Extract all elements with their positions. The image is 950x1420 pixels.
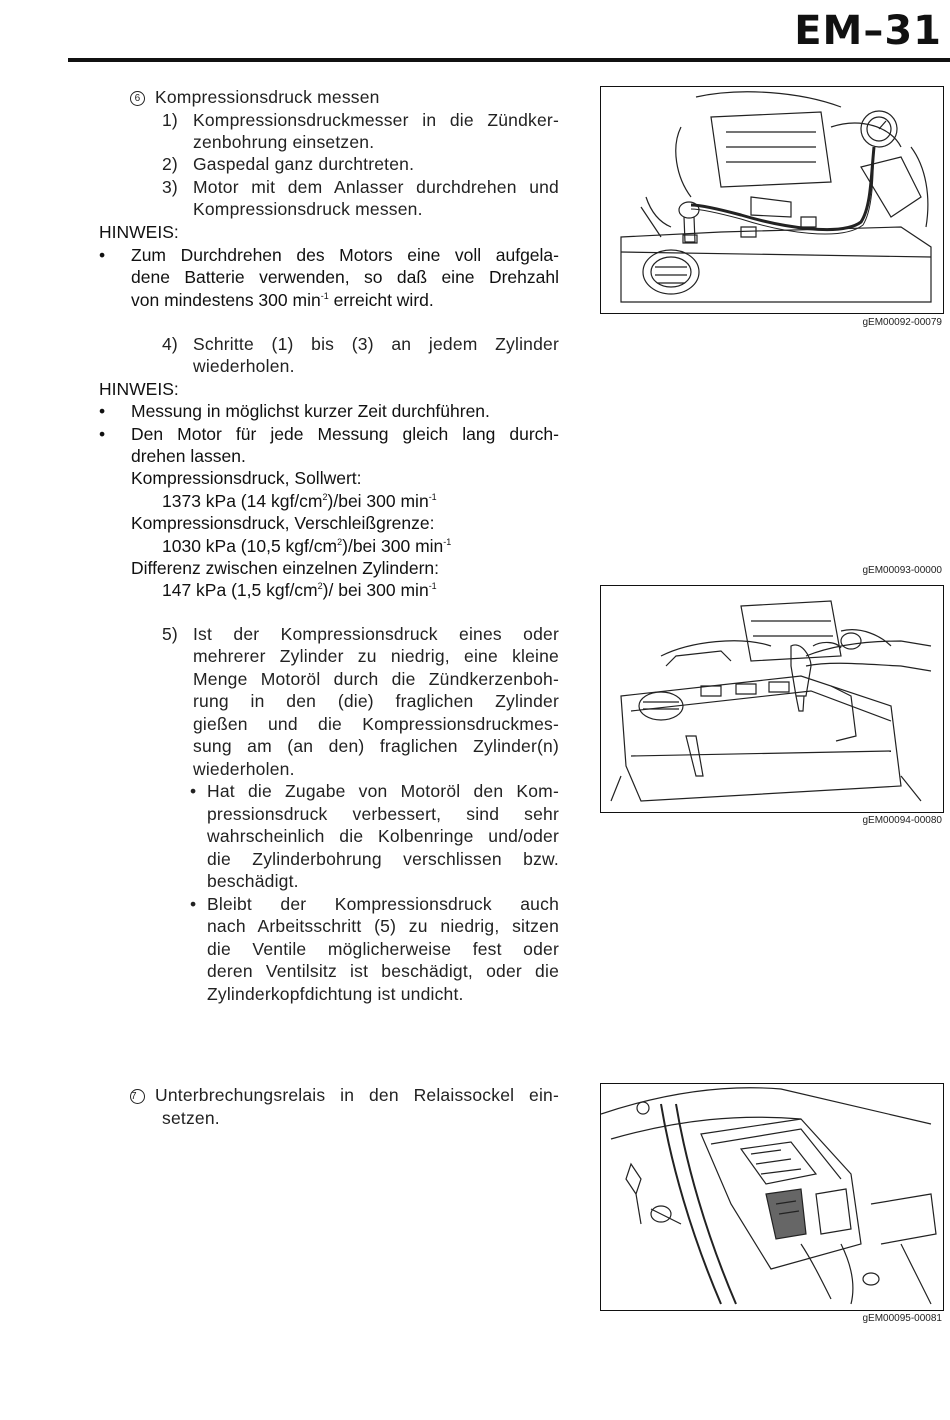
- sub4-line1: Schritte (1) bis (3) an jedem Zylinder: [193, 334, 559, 354]
- bullet-b-line: Bleibt der Kompressionsdruck auch: [207, 894, 559, 914]
- bullet-dot: •: [190, 781, 197, 801]
- note3-line1: Den Motor für jede Messung gleich lang durch-: [131, 424, 559, 444]
- step6-heading: 6 Kompressionsdruck messen: [130, 86, 380, 109]
- bullet-a-line: Hat die Zugabe von Motoröl den Kom-: [207, 781, 559, 801]
- note1-line3: von mindestens 300 $\min^{-1}$ erreicht wird.: [131, 290, 434, 310]
- hinweis-1: HINWEIS:: [99, 222, 179, 242]
- sub4-line2: wiederholen.: [193, 356, 295, 376]
- sub5-line: mehrerer Zylinder zu niedrig, eine kleine: [193, 646, 559, 666]
- note1-line2: dene Batterie verwenden, so daß eine Drehzahl: [131, 267, 559, 287]
- sub5-line: rung in den (die) fraglichen Zylinder: [193, 691, 559, 711]
- bullet-dot: •: [190, 894, 197, 914]
- bullet-dot: •: [99, 401, 106, 421]
- figure3-caption: gEM00094-00080: [862, 815, 942, 826]
- sub5-line: sung am (an den) fraglichen Zylinder(n): [193, 736, 559, 756]
- figure4-caption: gEM00095-00081: [862, 1313, 942, 1324]
- bullet-dot: •: [99, 245, 106, 265]
- bullet-a-line: pressionsdruck verbessert, sind sehr: [207, 804, 559, 824]
- sub2-number: 2): [162, 154, 178, 174]
- sub3-line1: Motor mit dem Anlasser durchdrehen und: [193, 177, 559, 197]
- sub5-number: 5): [162, 624, 178, 644]
- sub5-line: wiederholen.: [193, 759, 295, 779]
- figure1-caption: gEM00092-00079: [862, 317, 942, 328]
- bullet-a-line: wahrscheinlich die Kolbenringe und/oder: [207, 826, 559, 846]
- figure2-caption: gEM00093-00000: [862, 565, 942, 576]
- sub3-number: 3): [162, 177, 178, 197]
- sub5-line: Menge Motoröl durch die Zündkerzenboh-: [193, 669, 559, 689]
- spec1-value: 1373 kPa (14 kgf/$cm^2$)/bei 300 $\min^{-1}$: [162, 491, 437, 511]
- sub1-line2: zenbohrung einsetzen.: [193, 132, 375, 152]
- bullet-a-line: die Zylinderbohrung verschlissen bzw.: [207, 849, 559, 869]
- step6-number: 6: [130, 91, 145, 106]
- bullet-a-line: beschädigt.: [207, 871, 299, 891]
- step7-line1: 7 Unterbrechungsrelais in den Relaissockel ein-: [131, 1085, 559, 1105]
- figure-adding-oil: [600, 585, 944, 813]
- page-label: EM–31: [794, 8, 942, 54]
- sub1-line1: Kompressionsdruckmesser in die Zündker-: [193, 110, 559, 130]
- figure-relay: [600, 1083, 944, 1311]
- bullet-b-line: nach Arbeitsschritt (5) zu niedrig, sitzen: [207, 916, 559, 936]
- sub1-number: 1): [162, 110, 178, 130]
- spec2-value: 1030 kPa (10,5 kgf/$cm^2$)/bei 300 $\min^{-1}$: [162, 536, 452, 556]
- figure-compression-gauge: [600, 86, 944, 314]
- bullet-b-line: die Ventile möglicherweise fest oder: [207, 939, 559, 959]
- bullet-b-line: deren Ventilsitz ist beschädigt, oder die: [207, 961, 559, 981]
- sub5-line: gießen und die Kompressionsdruckmes-: [193, 714, 559, 734]
- step7-line2: setzen.: [162, 1108, 220, 1128]
- spec2-label: Kompressionsdruck, Verschleißgrenze:: [131, 513, 435, 533]
- spec3-value: 147 kPa (1,5 kgf/$cm^2)/$ bei 300 $\min^{-1}$: [162, 580, 437, 600]
- note2-line1: Messung in möglichst kurzer Zeit durchführen.: [131, 401, 490, 421]
- bullet-b-line: Zylinderkopfdichtung ist undicht.: [207, 984, 464, 1004]
- bullet-dot: •: [99, 424, 106, 444]
- spec3-label: Differenz zwischen einzelnen Zylindern:: [131, 558, 440, 578]
- step7-number: 7: [130, 1089, 145, 1104]
- sub2-line1: Gaspedal ganz durchtreten.: [193, 154, 415, 174]
- sub4-number: 4): [162, 334, 178, 354]
- sub3-line2: Kompressionsdruck messen.: [193, 199, 423, 219]
- note3-line2: drehen lassen.: [131, 446, 246, 466]
- hinweis-2: HINWEIS:: [99, 379, 179, 399]
- spec1-label: Kompressionsdruck, Sollwert:: [131, 468, 362, 488]
- sub5-line: Ist der Kompressionsdruck eines oder: [193, 624, 559, 644]
- note1-line1: Zum Durchdrehen des Motors eine voll aufgela-: [131, 245, 559, 265]
- header-rule: [68, 58, 950, 62]
